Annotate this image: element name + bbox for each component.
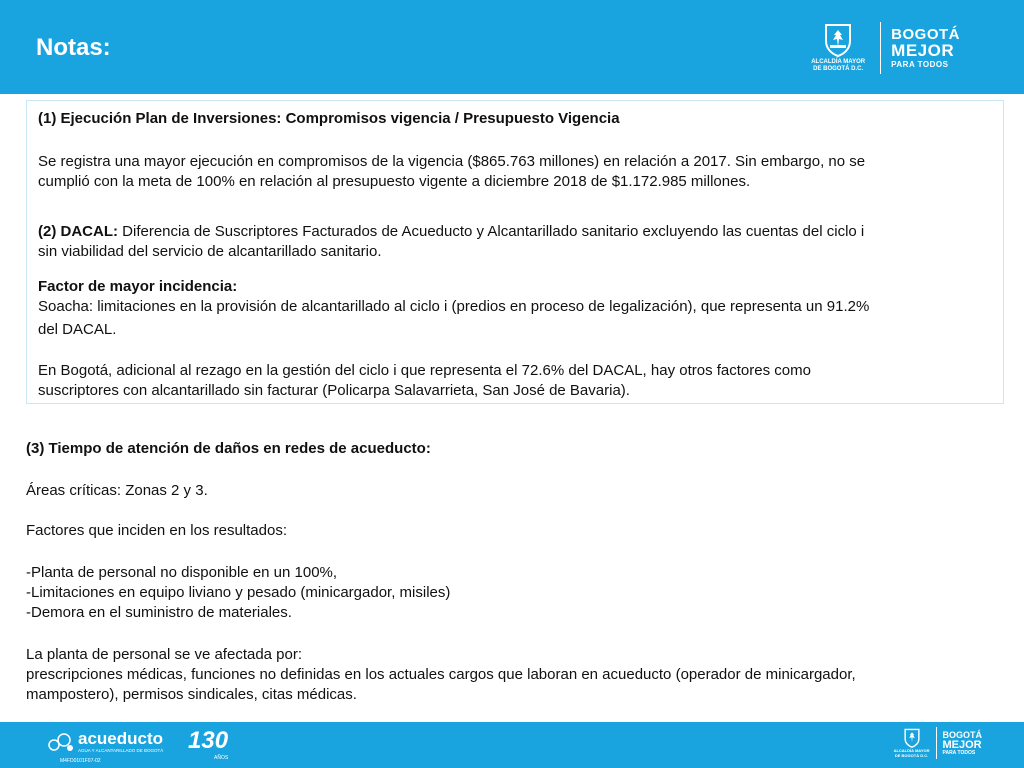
factor-item: -Planta de personal no disponible en un 100%,	[26, 564, 338, 581]
anniversary-logo: 130	[188, 727, 229, 754]
bogota-line2: suscriptores con alcantarillado sin facturar (Policarpa Salavarrieta, San José de Bavaria).	[38, 382, 630, 399]
note2-label: (2) DACAL:	[38, 223, 118, 240]
footer-bar	[0, 722, 1024, 768]
areas-criticas: Áreas críticas: Zonas 2 y 3.	[26, 482, 208, 499]
note1-title: (1) Ejecución Plan de Inversiones: Compromisos vigencia / Presupuesto Vigencia	[38, 110, 620, 127]
factor-line1: Soacha: limitaciones en la provisión de alcantarillado al ciclo i (predios en proceso de legalización), que representa un 91.2%	[38, 298, 870, 315]
bogota-line1: En Bogotá, adicional al rezago en la gestión del ciclo i que representa el 72.6% del DACAL, hay otros factores como	[38, 362, 811, 379]
planta-title: La planta de personal se ve afectada por:	[26, 646, 303, 663]
note2-line2: sin viabilidad del servicio de alcantarillado sanitario.	[38, 243, 382, 260]
document-code: M4FD0101F07-02	[60, 758, 101, 764]
page-title: Notas:	[36, 34, 111, 61]
acueducto-text: acueducto AGUA Y ALCANTARILLADO DE BOGOTÁ	[78, 729, 164, 753]
note1-line1: Se registra una mayor ejecución en compromisos de la vigencia ($865.763 millones) en relación a 2017. Sin embargo, no se	[38, 153, 866, 170]
header-logos	[806, 20, 960, 76]
anniversary-sub: AÑOS	[214, 755, 229, 761]
logo-separator	[880, 22, 881, 74]
header-bar	[0, 0, 1024, 94]
factor-item: -Limitaciones en equipo liviano y pesado (minicargador, misiles)	[26, 584, 451, 601]
factores-title: Factores que inciden en los resultados:	[26, 522, 287, 539]
coat-of-arms-icon	[904, 728, 920, 748]
factor-title: Factor de mayor incidencia:	[38, 278, 238, 295]
footer-bogota-mejor-logo: BOGOTÁ MEJOR PARA TODOS	[942, 729, 982, 756]
footer-logos	[894, 727, 982, 759]
bogota-mejor-logo: BOGOTÁ MEJOR PARA TODOS	[891, 26, 960, 69]
section3-title: (3) Tiempo de atención de daños en redes de acueducto:	[26, 440, 431, 457]
note1-line2: cumplió con la meta de 100% en relación al presupuesto vigente a diciembre 2018 de $1.172.985 millones.	[38, 173, 751, 190]
note2-text: Diferencia de Suscriptores Facturados de Acueducto y Alcantarillado sanitario excluyendo las cuentas del ciclo i	[118, 223, 865, 240]
water-drops-icon	[48, 731, 74, 753]
factor-line2: del DACAL.	[38, 321, 117, 338]
note2-line1	[38, 222, 864, 242]
logo-separator	[936, 727, 937, 759]
alcaldia-text: ALCALDÍA MAYOR DE BOGOTÁ D.C.	[811, 59, 866, 72]
planta-line1: prescripciones médicas, funciones no definidas en los actuales cargos que laboran en acueducto (operador de minicargador,	[26, 666, 856, 683]
footer-alcaldia-logo: ALCALDÍA MAYOR DE BOGOTÁ D.C.	[894, 728, 930, 758]
coat-of-arms-icon	[824, 23, 852, 57]
alcaldia-logo	[806, 23, 870, 73]
planta-line2: mampostero), permisos sindicales, citas médicas.	[26, 686, 357, 703]
factor-item: -Demora en el suministro de materiales.	[26, 604, 292, 621]
acueducto-logo	[48, 730, 163, 753]
